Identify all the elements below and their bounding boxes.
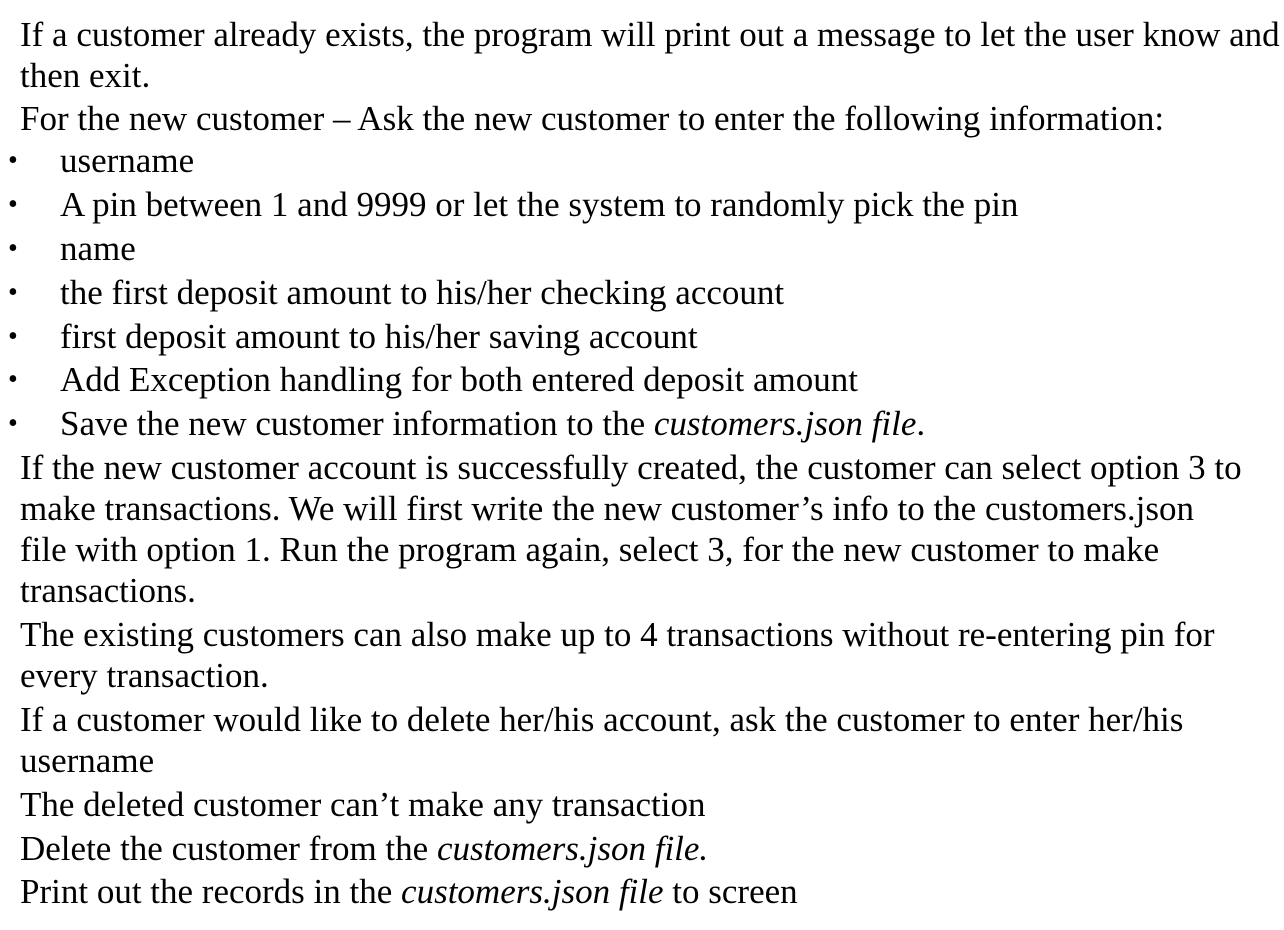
bullet-text: username [60, 141, 195, 180]
bullet-icon: • [8, 145, 18, 176]
numbered-item-line-1: If a customer would like to delete her/his account, ask the customer to enter her/his [20, 700, 1184, 739]
bullet-text: first deposit amount to his/her saving account [60, 317, 698, 356]
new-customer-heading-text: For the new customer – Ask the new customer to enter the following information: [20, 99, 1165, 138]
numbered-text-before: Print out the records in the [20, 872, 402, 911]
numbered-text-before: Delete the customer from the [20, 829, 437, 868]
success-paragraph [20, 447, 1282, 611]
bullet-icon: • [8, 364, 18, 395]
bullet-text: Add Exception handling for both entered deposit amount [60, 360, 859, 399]
filename-italic: customers.json file [401, 872, 664, 911]
bullet-text: name [60, 229, 136, 268]
existing-line-2: every transaction. [20, 656, 269, 695]
bullet-text: the first deposit amount to his/her checking account [60, 273, 785, 312]
numbered-item-line-2: username [20, 741, 155, 780]
bullet-icon: • [8, 189, 18, 220]
new-customer-heading [20, 98, 1282, 139]
success-line-3: file with option 1. Run the program again, select 3, for the new customer to make [20, 530, 1160, 569]
intro-paragraph [20, 14, 1282, 96]
bullet-icon: • [8, 233, 18, 264]
bullet-text-before: Save the new customer information to the [60, 404, 654, 443]
filename-italic: customers.json file. [436, 829, 709, 868]
numbered-item-text [20, 699, 1183, 781]
intro-line-1: If a customer already exists, the program will print out a message to let the user know and [20, 15, 1280, 54]
filename-italic: customers.json file [653, 404, 917, 443]
numbered-item-text [20, 871, 798, 912]
list-marker [0, 784, 1, 825]
numbered-text-after: to screen [663, 872, 798, 911]
numbered-item-text: The deleted customer can’t make any transaction [20, 785, 706, 824]
bullet-text [60, 402, 925, 446]
list-marker [0, 871, 1, 912]
numbered-item-text [20, 828, 708, 869]
list-marker [0, 828, 1, 869]
bullet-icon: • [8, 277, 18, 308]
existing-customers-paragraph [20, 614, 1282, 696]
success-line-2: make transactions. We will first write the new customer’s info to the customers.json [20, 489, 1194, 528]
bullet-icon: • [8, 408, 18, 439]
intro-line-2: then exit. [20, 56, 151, 95]
bullet-text: A pin between 1 and 9999 or let the system to randomly pick the pin [60, 185, 1019, 224]
success-line-4: transactions. [20, 571, 196, 610]
success-line-1: If the new customer account is successfully created, the customer can select option 3 to [20, 448, 1242, 487]
list-marker [0, 699, 1, 740]
existing-line-1: The existing customers can also make up to 4 transactions without re-entering pin for [20, 615, 1215, 654]
bullet-icon: • [8, 321, 18, 352]
bullet-text-after: . [916, 404, 926, 443]
